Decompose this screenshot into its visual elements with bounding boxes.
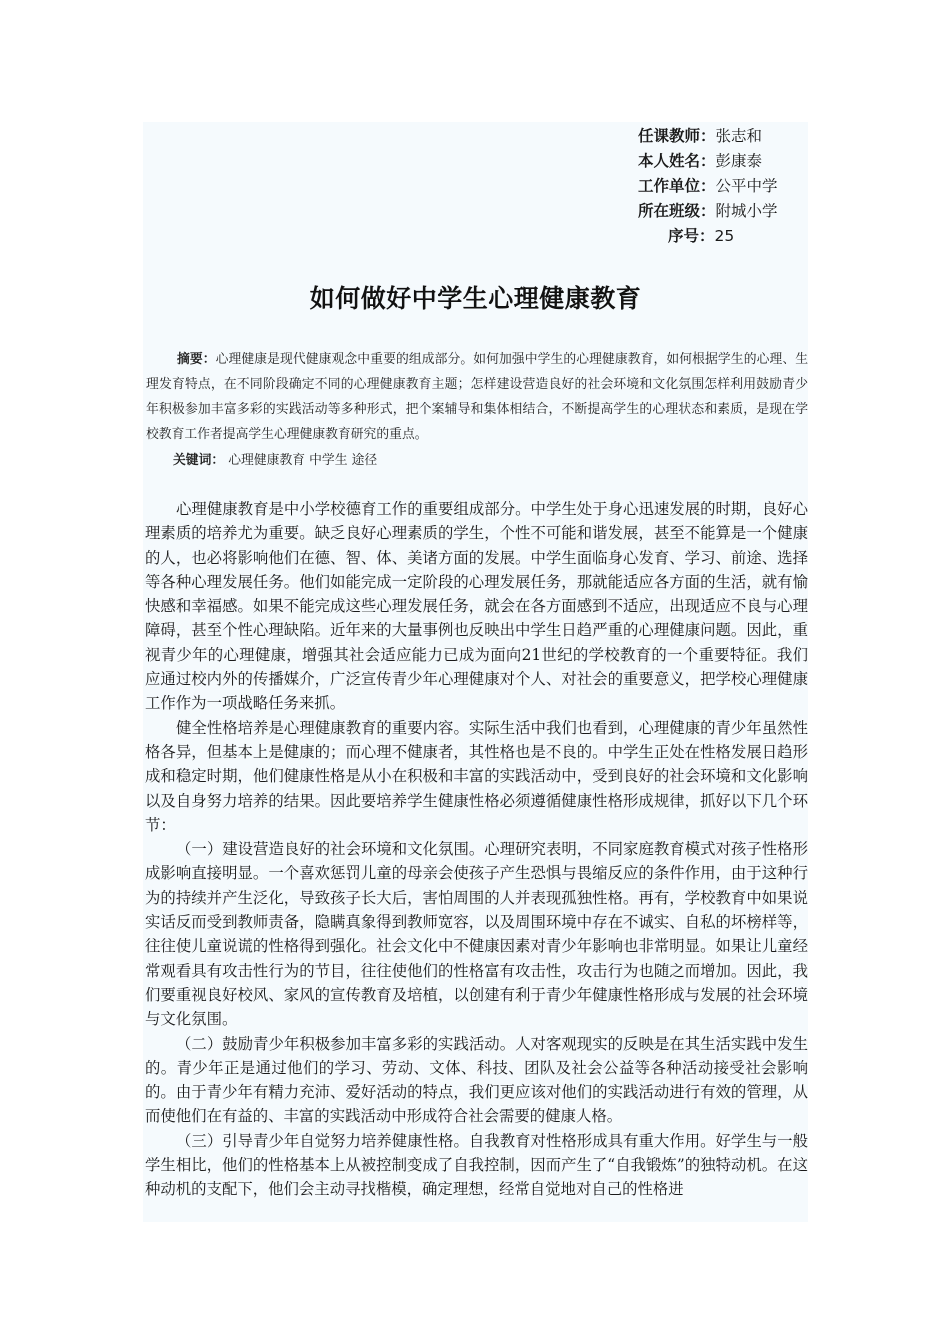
paragraph-personality: 健全性格培养是心理健康教育的重要内容。实际生活中我们也看到，心理健康的青少年虽然性格各异，但基本上是健康的；而心理不健康者，其性格也是不良的。中学生正处在性格发展日趋形成和稳定时期，他们健康性格是从小在积极和丰富的实践活动中，受到良好的社会环境和文化影响以及自身努力培养的结果。因此要培养学生健康性格必须遵循健康性格形成规律，抓好以下几个环节： xyxy=(145,718,808,834)
abstract-text: 心理健康是现代健康观念中重要的组成部分。如何加强中学生的心理健康教育，如何根据学生的心理、生理发育特点，在不同阶段确定不同的心理健康教育主题；怎样建设营造良好的社会环境和文化氛围怎样利用鼓励青少年积极参加丰富多彩的实践活动等多种形式，把个案辅导和集体相结合，不断提高学生的心理状态和素质，是现在学校教育工作者提高学生心理健康教育研究的重点。 xyxy=(146,352,809,442)
abstract xyxy=(146,347,808,447)
body-text xyxy=(145,497,808,1202)
paragraph-section-2: （二）鼓励青少年积极参加丰富多彩的实践活动。人对客观现实的反映是在其生活实践中发生的。青少年正是通过他们的学习、劳动、文体、科技、团队及社会公益等各种活动接受社会影响的。由于青少年有精力充沛、爱好活动的特点，我们更应该对他们的实践活动进行有效的管理，从而使他们在有益的、丰富的实践活动中形成符合社会需要的健康人格。 xyxy=(145,1034,808,1126)
teacher-value: 张志和 xyxy=(715,127,763,145)
name-value: 彭康泰 xyxy=(715,152,763,170)
author-info xyxy=(638,124,838,249)
serial-label: 序号： xyxy=(668,227,715,245)
serial-row xyxy=(638,224,838,249)
name-row xyxy=(638,149,838,174)
paragraph-intro: 心理健康教育是中小学校德育工作的重要组成部分。中学生处于身心迅速发展的时期，良好心理素质的培养尤为重要。缺乏良好心理素质的学生，个性不可能和谐发展，甚至不能算是一个健康的人，也必将影响他们在德、智、体、美诸方面的发展。中学生面临身心发育、学习、前途、选择等各种心理发展任务。他们如能完成一定阶段的心理发展任务，那就能适应各方面的生活，就有愉快感和幸福感。如果不能完成这些心理发展任务，就会在各方面感到不适应，出现适应不良与心理障碍，甚至个性心理缺陷。近年来的大量事例也反映出中学生日趋严重的心理健康问题。因此，重视青少年的心理健康，增强其社会适应能力已成为面向21世纪的学校教育的一个重要特征。我们应通过校内外的传播媒介，广泛宣传青少年心理健康对个人、对社会的重要意义，把学校心理健康工作作为一项战略任务来抓。 xyxy=(145,500,808,713)
keywords-text: 心理健康教育 中学生 途径 xyxy=(224,453,378,468)
unit-row xyxy=(638,174,838,199)
unit-value: 公平中学 xyxy=(715,177,778,195)
paragraph-section-3: （三）引导青少年自觉努力培养健康性格。自我教育对性格形成具有重大作用。好学生与一般学生相比，他们的性格基本上从被控制变成了自我控制，因而产生了“自我锻炼”的独特动机。在这种动机的支配下，他们会主动寻找楷模，确定理想，经常自觉地对自己的性格进 xyxy=(145,1131,808,1199)
paragraph-section-1: （一）建设营造良好的社会环境和文化氛围。心理研究表明，不同家庭教育模式对孩子性格形成影响直接明显。一个喜欢惩罚儿童的母亲会使孩子产生恐惧与畏缩反应的条件作用，由于这种行为的持续并产生泛化，导致孩子长大后，害怕周围的人并表现孤独性格。再有，学校教育中如果说实话反而受到教师责备，隐瞒真象得到教师宽容，以及周围环境中存在不诚实、自私的坏榜样等，往往使儿童说谎的性格得到强化。社会文化中不健康因素对青少年影响也非常明显。如果让儿童经常观看具有攻击性行为的节目，往往使他们的性格富有攻击性，攻击行为也随之而增加。因此，我们要重视良好校风、家风的宣传教育及培植，以创建有利于青少年健康性格形成与发展的社会环境与文化氛围。 xyxy=(145,840,808,1029)
abstract-label: 摘要： xyxy=(177,352,216,367)
keywords-label: 关键词： xyxy=(173,453,225,468)
keywords xyxy=(146,448,808,473)
name-label: 本人姓名： xyxy=(638,152,716,170)
serial-value: 25 xyxy=(714,227,735,245)
class-row xyxy=(638,199,838,224)
unit-label: 工作单位： xyxy=(638,177,716,195)
document-title: 如何做好中学生心理健康教育 xyxy=(309,284,642,313)
class-value: 附城小学 xyxy=(715,202,778,220)
class-label: 所在班级： xyxy=(638,202,716,220)
teacher-label: 任课教师： xyxy=(638,127,716,145)
teacher-row xyxy=(638,124,838,149)
